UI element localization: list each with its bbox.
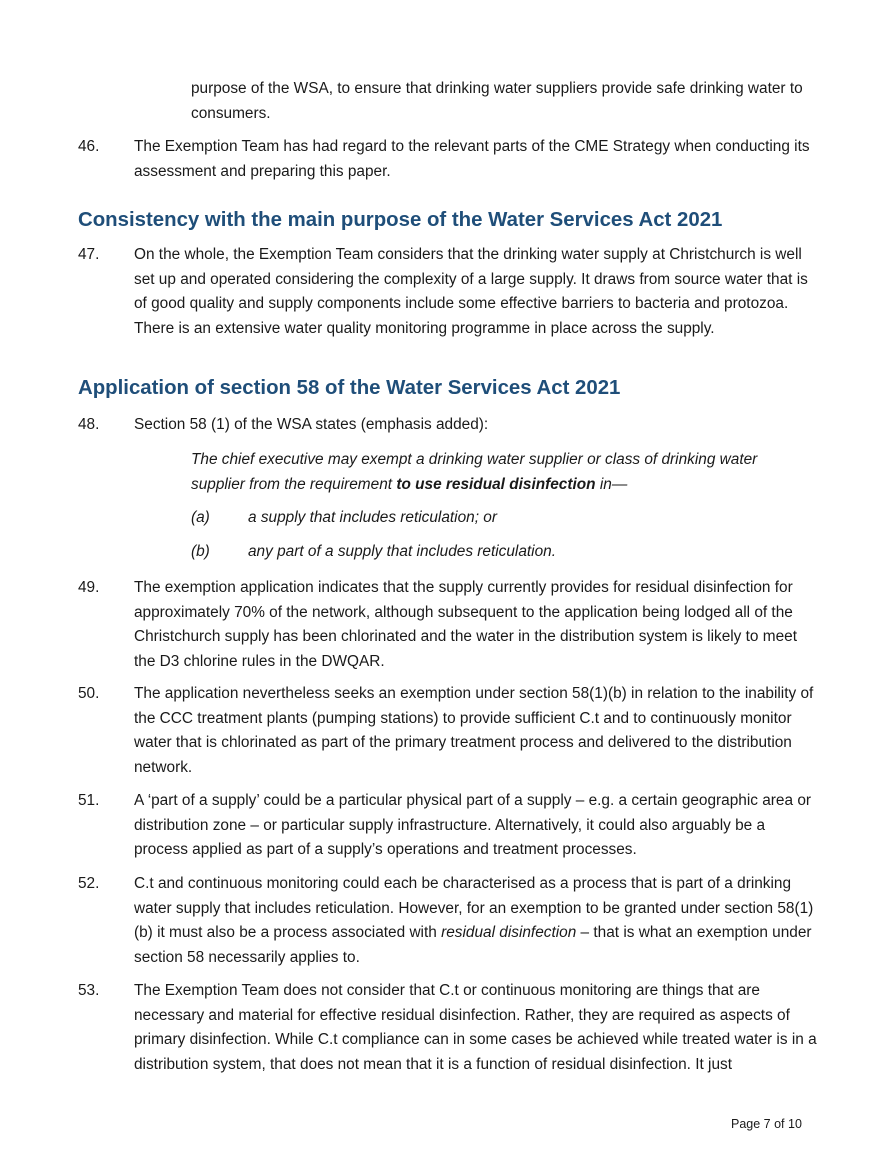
paragraph-number: 49. bbox=[78, 579, 100, 596]
quote-item-text: any part of a supply that includes reticulation. bbox=[248, 543, 556, 560]
paragraph-number: 52. bbox=[78, 875, 100, 892]
paragraph-47 bbox=[78, 243, 820, 341]
paragraph-text: The exemption application indicates that the supply currently provides for residual disinfection for approximately 70% of the network, although subsequent to the application being lodged all of the Christchurch supply has been chlorinated and the water in the distribution system is likely to meet the D3 chlorine rules in the DWQAR. bbox=[134, 579, 797, 670]
legislation-quote bbox=[191, 448, 811, 497]
paragraph-number: 51. bbox=[78, 792, 100, 809]
quote-text-after: in— bbox=[595, 475, 628, 493]
quote-item-text: a supply that includes reticulation; or bbox=[248, 509, 497, 526]
paragraph-text-before: C.t and continuous monitoring could each be characterised as a process that is part of a drinking water supply that includes reticulation. However, for an exemption to be granted under section 58(1)(b) it must also be a process associated with bbox=[134, 875, 814, 941]
paragraph-text: On the whole, the Exemption Team considers that the drinking water supply at Christchurch is well set up and operated considering the complexity of a large supply. It draws from source water that is of good quality and supply components include some effective barriers to bacteria and protozoa. There is an extensive water quality monitoring programme in place across the supply. bbox=[134, 246, 808, 337]
paragraph-51 bbox=[78, 789, 820, 863]
paragraph-53 bbox=[78, 979, 820, 1077]
paragraph-text: Section 58 (1) of the WSA states (emphasis added): bbox=[134, 416, 489, 433]
paragraph-text: A ‘part of a supply’ could be a particular physical part of a supply – e.g. a certain geographic area or distribution zone – or particular supply infrastructure. Alternatively, it could also arguably be a process applied as part of a supply’s operations and treatment processes. bbox=[134, 792, 812, 858]
quote-item-label: (a) bbox=[191, 509, 210, 526]
paragraph-number: 48. bbox=[78, 416, 100, 433]
section-heading-application: Application of section 58 of the Water Services Act 2021 bbox=[78, 377, 621, 399]
paragraph-50 bbox=[78, 682, 820, 780]
paragraph-46 bbox=[78, 135, 820, 184]
quote-text-before: The chief executive may exempt a drinking water supplier or class of drinking water supplier from the requirement bbox=[191, 451, 758, 493]
paragraph-number: 50. bbox=[78, 685, 100, 702]
paragraph-number: 46. bbox=[78, 138, 100, 155]
paragraph-text: The Exemption Team has had regard to the relevant parts of the CME Strategy when conducting its assessment and preparing this paper. bbox=[134, 138, 810, 180]
paragraph-text: The Exemption Team does not consider that C.t or continuous monitoring are things that are necessary and material for effective residual disinfection. Rather, they are required as aspects of primary disinfection. While C.t compliance can in some cases be achieved while treated water is in a distribution system, that does not mean that it is a function of residual disinfection. It just bbox=[134, 982, 817, 1073]
quote-item-a bbox=[191, 506, 811, 531]
quote-item-label: (b) bbox=[191, 543, 210, 560]
paragraph-52 bbox=[78, 872, 820, 970]
paragraph-text: The application nevertheless seeks an exemption under section 58(1)(b) in relation to the inability of the CCC treatment plants (pumping stations) to provide sufficient C.t and to continuously monitor water that is chlorinated as part of the primary treatment process and delivered to the distribution network. bbox=[134, 685, 814, 776]
paragraph-number: 53. bbox=[78, 982, 100, 999]
paragraph-number: 47. bbox=[78, 246, 100, 263]
section-heading-consistency: Consistency with the main purpose of the Water Services Act 2021 bbox=[78, 209, 723, 231]
paragraph-text-after: – that is what an exemption under section 58 necessarily applies to. bbox=[134, 924, 812, 966]
paragraph-text bbox=[134, 872, 820, 970]
paragraph-49 bbox=[78, 576, 820, 674]
quote-item-b bbox=[191, 540, 811, 565]
quote-emphasis: to use residual disinfection bbox=[396, 475, 596, 493]
page-number-footer: Page 7 of 10 bbox=[731, 1117, 802, 1131]
continuation-paragraph: purpose of the WSA, to ensure that drinking water suppliers provide safe drinking water to consumers. bbox=[191, 80, 803, 122]
paragraph-italic-term: residual disinfection bbox=[441, 924, 577, 941]
paragraph-48 bbox=[78, 413, 820, 438]
